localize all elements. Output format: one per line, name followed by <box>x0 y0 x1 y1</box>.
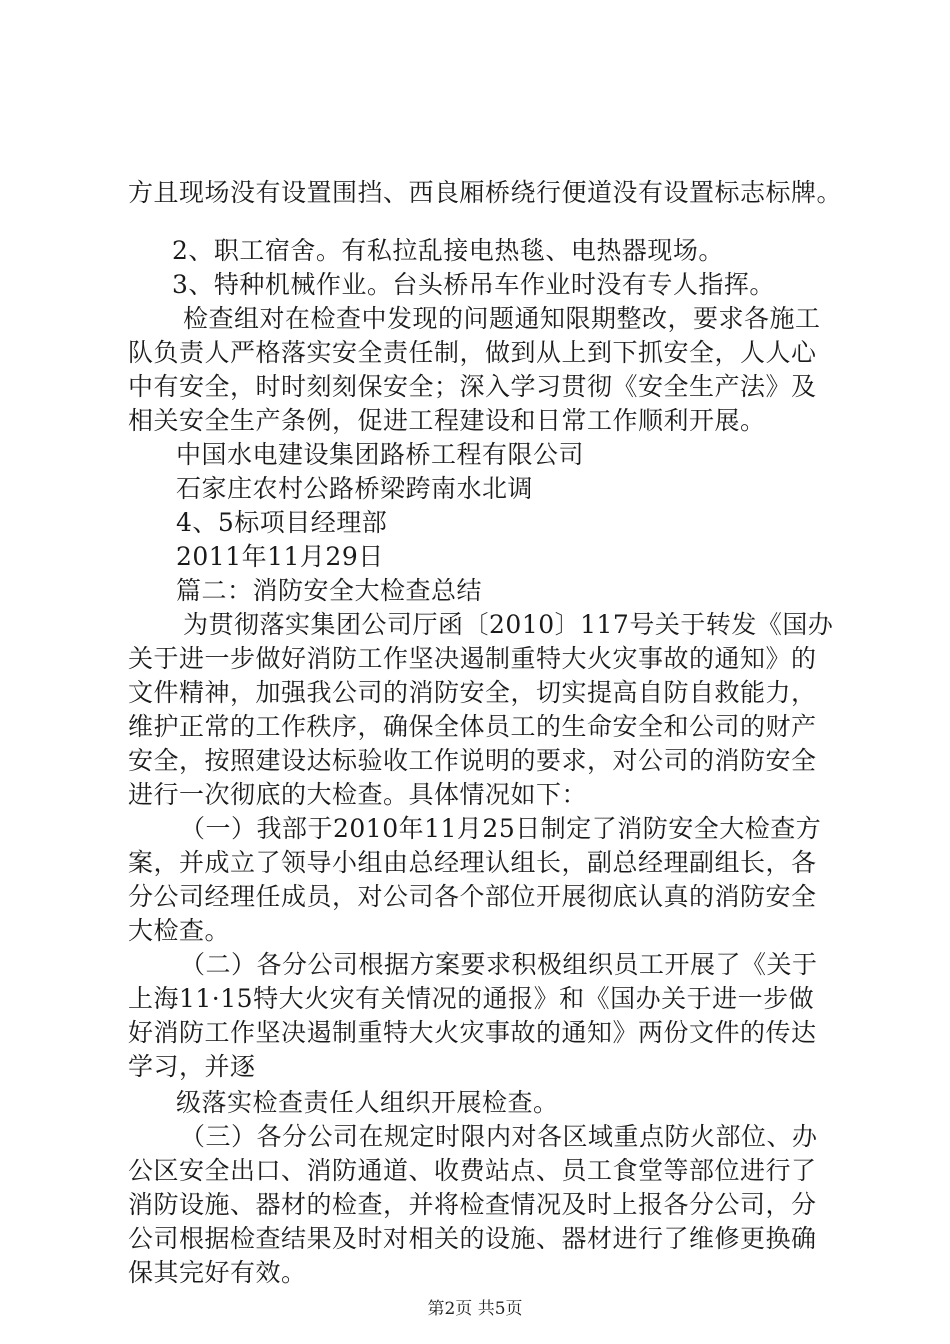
page-number-footer: 第2页 共5页 <box>427 1299 523 1319</box>
signature-company: 中国水电建设集团路桥工程有限公司 <box>176 440 585 469</box>
body-line: 相关安全生产条例，促进工程建设和日常工作顺利开展。 <box>128 406 766 435</box>
body-line: 公司根据检查结果及时对相关的设施、器材进行了维修更换确 <box>128 1224 817 1253</box>
body-line: 案，并成立了领导小组由总经理认组长，副总经理副组长，各 <box>128 848 817 877</box>
body-line: 级落实检查责任人组织开展检查。 <box>176 1088 559 1117</box>
body-line: 好消防工作坚决遏制重特大火灾事故的通知》两份文件的传达 <box>128 1018 817 1047</box>
body-line: （二）各分公司根据方案要求积极组织员工开展了《关于 <box>180 950 818 979</box>
body-line: 保其完好有效。 <box>128 1258 307 1287</box>
signature-project: 石家庄农村公路桥梁跨南水北调 <box>176 474 534 503</box>
body-line: 方且现场没有设置围挡、西良厢桥绕行便道没有设置标志标牌。 <box>128 178 843 207</box>
body-line: 分公司经理任成员，对公司各个部位开展彻底认真的消防安全 <box>128 882 817 911</box>
body-line: 检查组对在检查中发现的问题通知限期整改，要求各施工 <box>183 304 821 333</box>
body-line: 进行一次彻底的大检查。具体情况如下： <box>128 780 588 809</box>
body-line: 公区安全出口、消防通道、收费站点、员工食堂等部位进行了 <box>128 1156 817 1185</box>
body-line: 文件精神，加强我公司的消防安全，切实提高自防自救能力， <box>128 678 817 707</box>
body-line: （三）各分公司在规定时限内对各区域重点防火部位、办 <box>180 1122 818 1151</box>
body-line: 大检查。 <box>128 916 231 945</box>
signature-department: 4、5标项目经理部 <box>176 508 388 537</box>
body-line: 中有安全，时时刻刻保安全；深入学习贯彻《安全生产法》及 <box>128 372 817 401</box>
signature-date: 2011年11月29日 <box>176 542 384 571</box>
body-line: 维护正常的工作秩序，确保全体员工的生命安全和公司的财产 <box>128 712 817 741</box>
body-line: 3、特种机械作业。台头桥吊车作业时没有专人指挥。 <box>172 270 775 299</box>
body-line: 关于进一步做好消防工作坚决遏制重特大火灾事故的通知》的 <box>128 644 817 673</box>
body-line: 安全，按照建设达标验收工作说明的要求，对公司的消防安全 <box>128 746 817 775</box>
body-line: （一）我部于2010年11月25日制定了消防安全大检查方 <box>180 814 822 843</box>
body-line: 为贯彻落实集团公司厅函〔2010〕117号关于转发《国办 <box>183 610 834 639</box>
body-line: 2、职工宿舍。有私拉乱接电热毯、电热器现场。 <box>172 236 724 265</box>
section-heading: 篇二：消防安全大检查总结 <box>176 576 483 605</box>
body-line: 队负责人严格落实安全责任制，做到从上到下抓安全，人人心 <box>128 338 817 367</box>
body-line: 上海11·15特大火灾有关情况的通报》和《国办关于进一步做 <box>128 984 815 1013</box>
body-line: 学习，并逐 <box>128 1052 256 1081</box>
body-line: 消防设施、器材的检查，并将检查情况及时上报各分公司，分 <box>128 1190 817 1219</box>
